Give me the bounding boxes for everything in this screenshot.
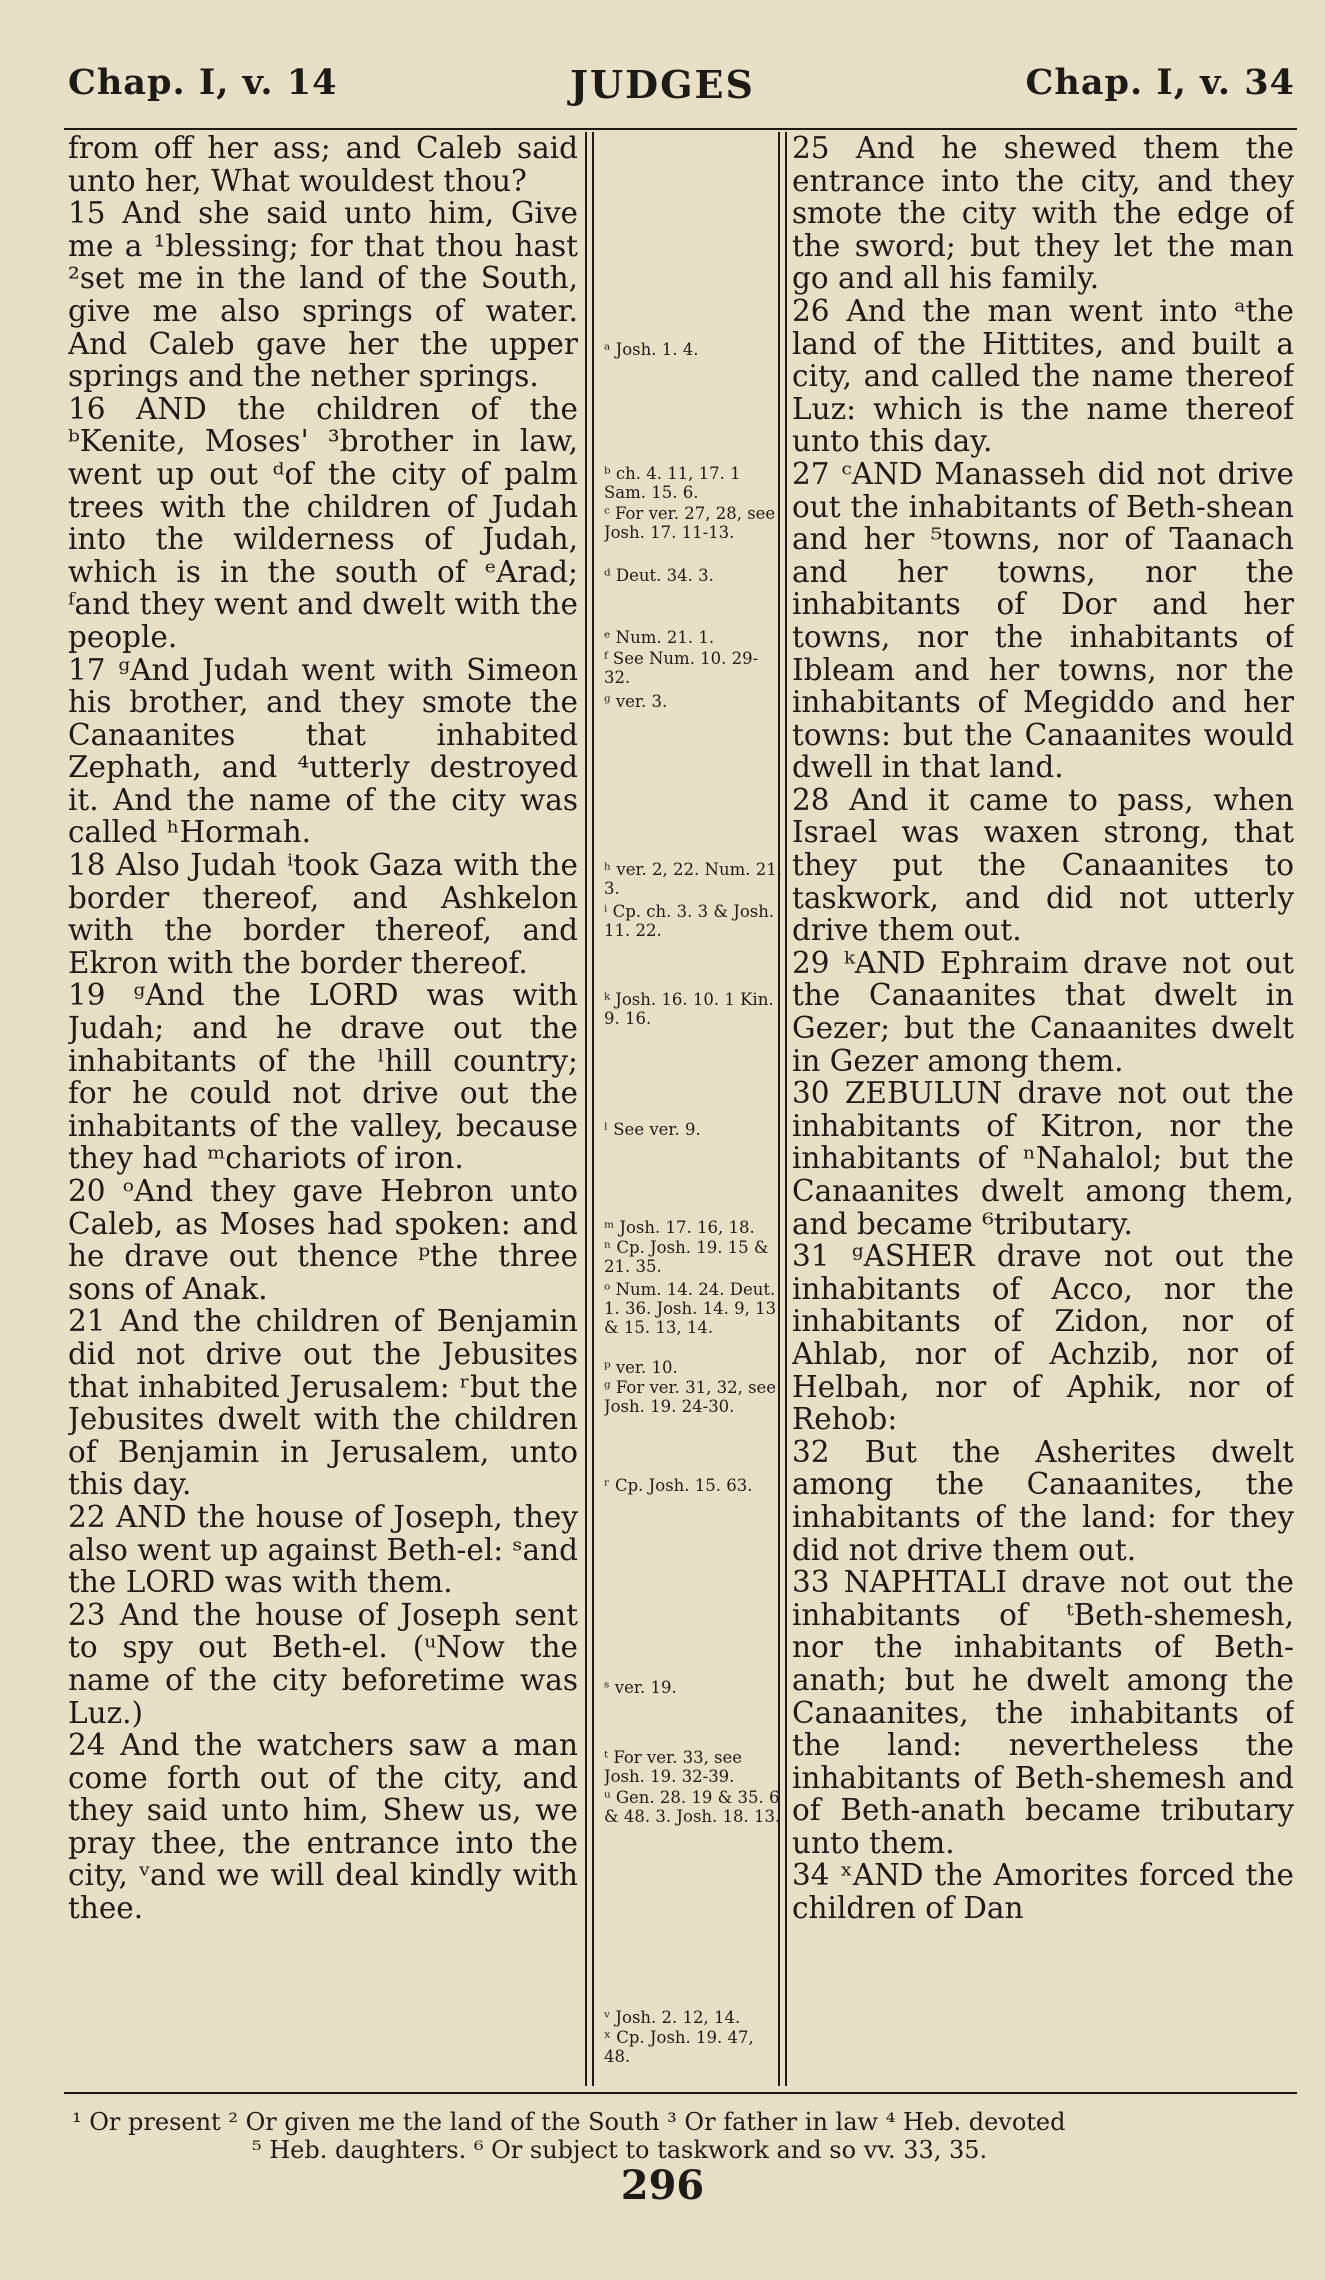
verse-30: 30 ZEBULUN drave not out the inhabitants of Kitron, nor the inhabitants of ⁿNahalol; but the Canaanites dwelt among them, and became ⁶tributary. (792, 1076, 1294, 1241)
page-number: 296 (620, 2162, 705, 2209)
verse-21: 21 And the children of Benjamin did not drive out the Jebusites that inhabited Jerusalem: ʳbut the Jebusites dwelt with the children of Benjamin in Jerusalem, unto this day. (68, 1304, 578, 1502)
verse-28: 28 And it came to pass, when Israel was waxen strong, that they put the Canaanites to taskwork, and did not utterly drive them out. (792, 782, 1294, 948)
running-head-right: Chap. I, v. 34 (1025, 62, 1295, 103)
margin-ref: ˡ See ver. 9. (604, 1120, 701, 1139)
margin-ref: ʳ Cp. Josh. 15. 63. (604, 1476, 753, 1495)
margin-ref: ᵗ For ver. 33, see Josh. 19. 32-39. (604, 1748, 743, 1786)
margin-ref: ᵍ ver. 3. (604, 692, 668, 711)
margin-ref: ˣ Cp. Josh. 19. 47, 48. (604, 2028, 754, 2066)
margin-references-column (604, 132, 782, 2088)
margin-ref: ᵃ Josh. 1. 4. (604, 340, 699, 359)
margin-ref: ⁱ Cp. ch. 3. 3 & Josh. 11. 22. (604, 902, 775, 940)
verse-15: 15 And she said unto him, Give me a ¹blessing; for that thou hast ²set me in the land of the South, give me also springs of water. And Caleb gave her the upper springs and the nether springs. (68, 196, 578, 394)
verse-23: 23 And the house of Joseph sent to spy out Beth-el. (ᵘNow the name of the city beforetime was Luz.) (68, 1597, 578, 1730)
column-divider (592, 132, 594, 2086)
margin-ref: ᶠ See Num. 10. 29-32. (604, 649, 759, 687)
margin-ref: ᵒ Num. 14. 24. Deut. 1. 36. Josh. 14. 9, 13 & 15. 13, 14. (604, 1280, 777, 1337)
margin-ref: ᵛ Josh. 2. 12, 14. (604, 2008, 741, 2027)
margin-ref: ᵏ Josh. 16. 10. 1 Kin. 9. 16. (604, 990, 774, 1028)
verse-32: 32 But the Asherites dwelt among the Canaanites, the inhabitants of the land: for they did not drive them out. (792, 1434, 1294, 1567)
verse-27: 27 ᶜAND Manasseh did not drive out the inhabitants of Beth-shean and her ⁵towns, nor of Taanach and her towns, nor the inhabitants of Dor and her towns, nor the inhabitants of Ibleam and her towns, nor the inhabitants of Megiddo and her towns: but the Canaanites would dwell in that land. (792, 456, 1294, 785)
margin-ref: ʰ ver. 2, 22. Num. 21. 3. (604, 860, 782, 898)
verse-16: 16 AND the children of the ᵇKenite, Moses' ³brother in law, went up out ᵈof the city of palm trees with the children of Judah into the wilderness of Judah, which is in the south of ᵉArad; ᶠand they went and dwelt with the people. (68, 391, 578, 654)
book-title: JUDGES (570, 62, 755, 107)
verse-17: 17 ᵍAnd Judah went with Simeon his brother, and they smote the Canaanites that inhabited Zephath, and ⁴utterly destroyed it. And the name of the city was called ʰHormah. (68, 652, 578, 850)
footnotes-line-1: ¹ Or present ² Or given me the land of the South ³ Or father in law ⁴ Heb. devoted (72, 2108, 1066, 2136)
verse-29: 29 ᵏAND Ephraim drave not out the Canaanites that dwelt in Gezer; but the Canaanites dwelt in Gezer among them. (792, 945, 1294, 1078)
margin-ref: ᵖ ver. 10. (604, 1358, 678, 1377)
verse-25: 25 And he shewed them the entrance into the city, and they smote the city with the edge of the sword; but they let the man go and all his family. (792, 132, 1294, 296)
verse-19: 19 ᵍAnd the LORD was with Judah; and he drave out the inhabitants of the ˡhill country; for he could not drive out the inhabitants of the valley, because they had ᵐchariots of iron. (68, 978, 578, 1176)
header-rule (64, 128, 1297, 130)
margin-ref: ᵐ Josh. 17. 16, 18. (604, 1218, 755, 1237)
margin-ref: ᵉ Num. 21. 1. (604, 628, 715, 647)
column-divider (785, 132, 787, 2086)
margin-ref: ᶜ For ver. 27, 28, see Josh. 17. 11-13. (604, 504, 776, 542)
margin-ref: ˢ ver. 19. (604, 1678, 677, 1697)
margin-ref: ᵇ ch. 4. 11, 17. 1 Sam. 15. 6. (604, 464, 741, 502)
verse-31: 31 ᵍASHER drave not out the inhabitants of Acco, nor the inhabitants of Zidon, nor of Ahlab, nor of Achzib, nor of Helbah, nor of Aphik, nor of Rehob: (792, 1239, 1294, 1437)
footnote-rule (64, 2092, 1297, 2094)
verse-text: from off her ass; and Caleb said unto her, What wouldest thou? (68, 132, 578, 198)
margin-ref: ᵈ Deut. 34. 3. (604, 566, 714, 585)
verse-26: 26 And the man went into ᵃthe land of the Hittites, and built a city, and called the name thereof Luz: which is the name thereof unto this day. (792, 293, 1294, 459)
margin-ref: ᵘ Gen. 28. 19 & 35. 6 & 48. 3. Josh. 18. 13. (604, 1788, 781, 1826)
verse-22: 22 AND the house of Joseph, they also went up against Beth-el: ˢand the LORD was with them. (68, 1499, 578, 1600)
verse-18: 18 Also Judah ⁱtook Gaza with the border thereof, and Ashkelon with the border thereof, and Ekron with the border thereof. (68, 848, 578, 980)
footnotes-line-2: ⁵ Heb. daughters. ⁶ Or subject to taskwork and so vv. 33, 35. (252, 2136, 988, 2164)
margin-ref: ⁿ Cp. Josh. 19. 15 & 21. 35. (604, 1238, 769, 1276)
verse-34: 34 ˣAND the Amorites forced the children of Dan (792, 1858, 1294, 1926)
verse-33: 33 NAPHTALI drave not out the inhabitants of ᵗBeth-shemesh, nor the inhabitants of Beth-anath; but he dwelt among the Canaanites, the inhabitants of the land: nevertheless the inhabitants of Beth-shemesh and of Beth-anath became tributary unto them. (792, 1565, 1294, 1860)
left-text-column (68, 132, 578, 2088)
right-text-column (792, 132, 1294, 2088)
verse-20: 20 ᵒAnd they gave Hebron unto Caleb, as Moses had spoken: and he drave out thence ᵖthe three sons of Anak. (68, 1174, 578, 1306)
verse-24: 24 And the watchers saw a man come forth out of the city, and they said unto him, Shew us, we pray thee, the entrance into the city, ᵛand we will deal kindly with thee. (68, 1728, 578, 1926)
margin-ref: ᵍ For ver. 31, 32, see Josh. 19. 24-30. (604, 1378, 777, 1416)
running-head-left: Chap. I, v. 14 (68, 62, 338, 103)
column-divider (585, 132, 587, 2086)
